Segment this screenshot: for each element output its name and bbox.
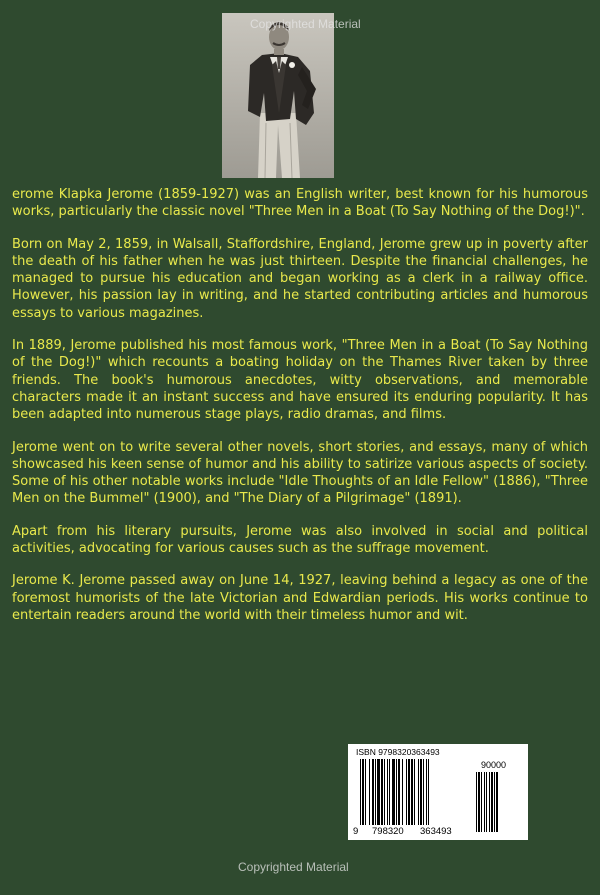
barcode-bar-23 [428, 759, 429, 825]
bottom-watermark: Copyrighted Material [238, 860, 349, 874]
bio-paragraph-3: In 1889, Jerome published his most famous work, "Three Men in a Boat (To Say Nothing of the Dog!)" which recounts a boating holiday on the Thames River taken by three friends. The book's humorous anecdotes, witty observations, and memorable characters made it an instant success and have ensured its enduring popularity. It has been adapted into numerous stage plays, radio dramas, and films. [12, 338, 588, 423]
barcode-addon-bar-30 [491, 772, 493, 832]
barcode-bar-16 [408, 759, 410, 825]
author-portrait-illustration [222, 13, 334, 178]
barcode-bar-22 [426, 759, 427, 825]
author-portrait [222, 13, 334, 178]
barcode-bar-13 [398, 759, 400, 825]
barcode-bar-20 [420, 759, 422, 825]
barcode-bar-21 [423, 759, 424, 825]
barcode-bar-12 [396, 759, 397, 825]
author-biography [12, 186, 588, 639]
bio-paragraph-6: Jerome K. Jerome passed away on June 14, 1927, leaving behind a legacy as one of the foremost humorists of the late Victorian and Edwardian periods. His works continue to entertain readers around the world with their timeless humor and wit. [12, 573, 588, 623]
top-watermark: Copyrighted Material [250, 17, 361, 31]
barcode-bar-17 [411, 759, 413, 825]
barcode-bar-9 [387, 759, 388, 825]
barcode-bar-1 [362, 759, 364, 825]
barcode-addon-bar-27 [484, 772, 485, 832]
barcode-bar-0 [360, 759, 361, 825]
barcode-bar-6 [377, 759, 380, 825]
barcode-bar-14 [402, 759, 403, 825]
barcode-bar-18 [414, 759, 415, 825]
bio-paragraph-4: Jerome went on to write several other novels, short stories, and essays, many of which showcased his keen sense of humor and his ability to satirize various aspects of society. Some of his other notable works include "Idle Thoughts of an Idle Fellow" (1886), "Three Men on the Bummel" (1900), and "The Diary of a Pilgrimage" (1891). [12, 439, 588, 507]
barcode-bar-19 [418, 759, 419, 825]
barcode-bar-8 [384, 759, 385, 825]
barcode-addon-bar-24 [476, 772, 477, 832]
barcode-addon-bar-26 [481, 772, 482, 832]
bio-paragraph-5: Apart from his literary pursuits, Jerome was also involved in social and political activities, advocating for various causes such as the suffrage movement. [12, 523, 588, 557]
bio-paragraph-1: erome Klapka Jerome (1859-1927) was an English writer, best known for his humorous works, particularly the classic novel "Three Men in a Boat (To Say Nothing of the Dog!)". [12, 187, 588, 220]
barcode-addon-bar-31 [494, 772, 495, 832]
barcode-bar-5 [375, 759, 376, 825]
isbn-barcode [348, 744, 528, 840]
barcode-bar-4 [372, 759, 374, 825]
bio-paragraph-2: Born on May 2, 1859, in Walsall, Staffordshire, England, Jerome grew up in poverty after the death of his father when he was just thirteen. Despite the financial challenges, he managed to pursue his education and began working as a clerk in a railway office. However, his passion lay in writing, and he started contributing articles and humorous essays to various magazines. [12, 236, 588, 321]
barcode-bar-11 [392, 759, 395, 825]
barcode-addon-bar-29 [489, 772, 490, 832]
barcode-bar-7 [381, 759, 383, 825]
barcode-bar-2 [365, 759, 366, 825]
barcode-addon-bar-28 [486, 772, 487, 832]
barcode-addon-bar-25 [478, 772, 480, 832]
barcode-bar-15 [406, 759, 407, 825]
barcode-digit-lead: 9 [353, 826, 359, 837]
barcode-addon-bar-32 [496, 772, 498, 832]
barcode-digits-right: 363493 [420, 826, 452, 837]
isbn-label: ISBN 9798320363493 [356, 747, 440, 757]
barcode-digits-left: 798320 [372, 826, 404, 837]
price-code: 90000 [481, 760, 507, 770]
barcode-bar-3 [369, 759, 370, 825]
barcode-bar-10 [389, 759, 390, 825]
